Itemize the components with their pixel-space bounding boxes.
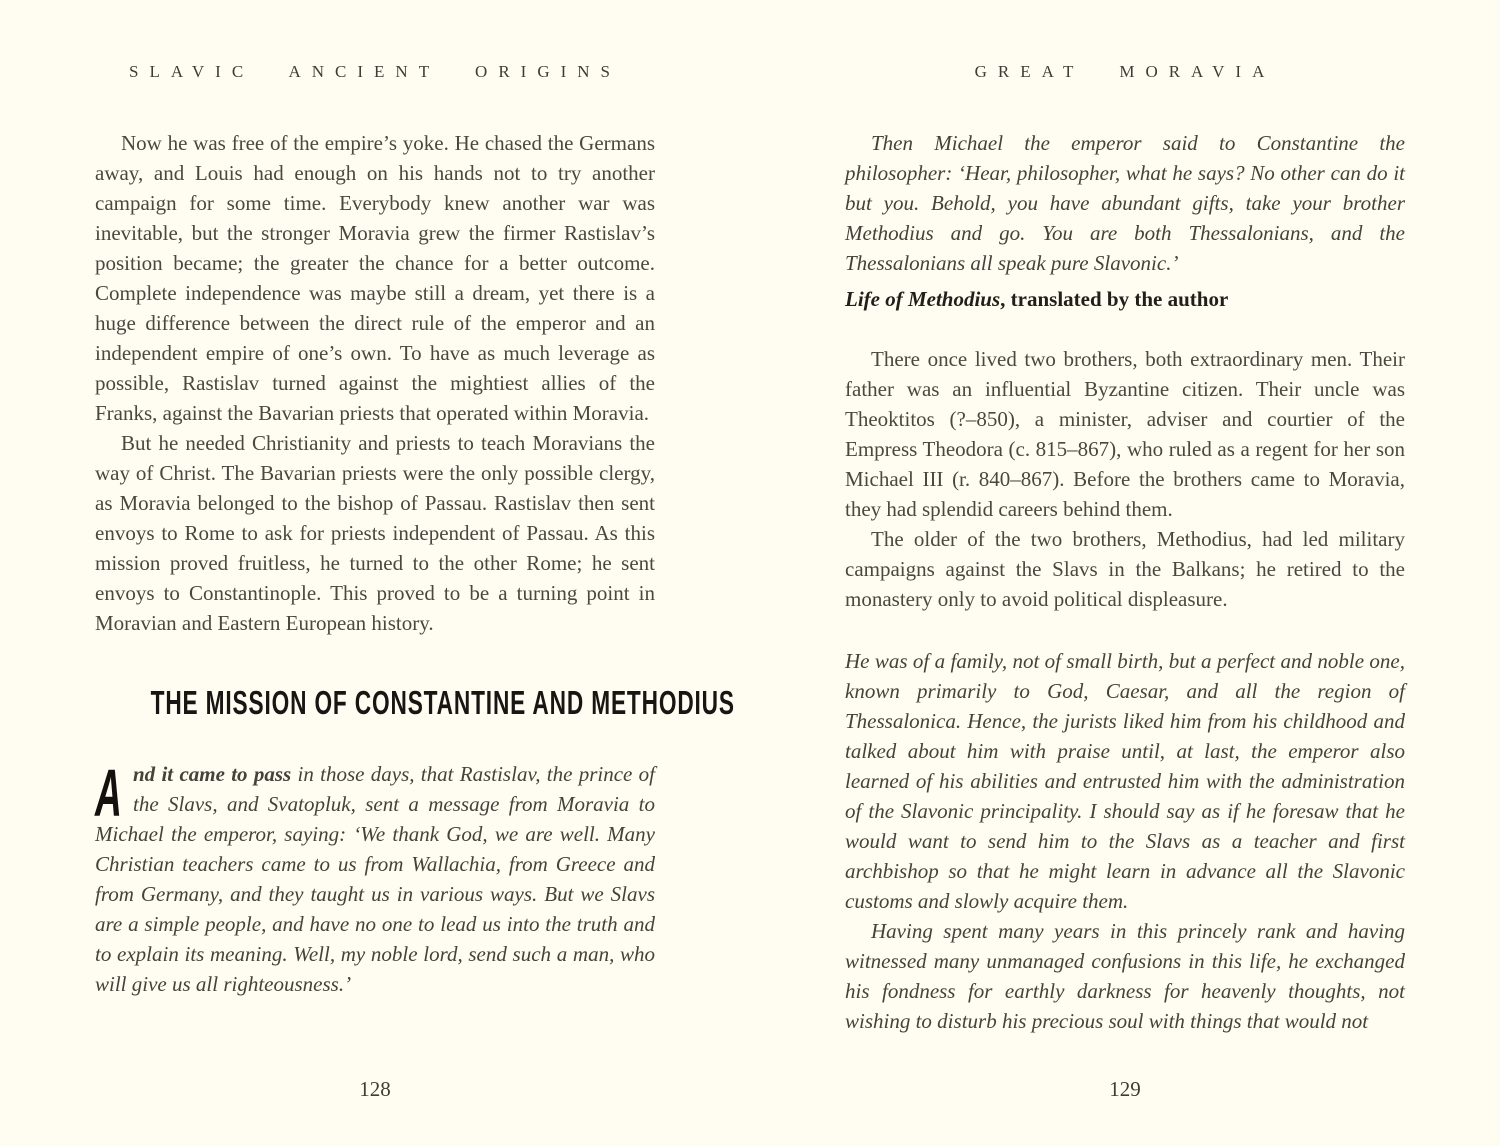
dropcap-letter: A — [95, 755, 122, 831]
closing-quote-paragraph-1: He was of a family, not of small birth, but a perfect and noble one, known primarily to God, Caesar, and all the region of Thessalonica. Hence, the jurists liked him from his childhood and talked about him with praise until, at last, the emperor also learned of his abilities and entrusted him with the administration of the Slavonic principality. I should say as if he foresaw that he would want to send him to the Slavs as a teacher and first archbishop so that he might learn in advance all the Slavonic customs and slowly acquire them. — [845, 649, 1405, 913]
attribution-work-title: Life of Methodius — [845, 287, 1001, 311]
left-quote-block — [95, 755, 655, 999]
left-page-number: 128 — [359, 1077, 391, 1101]
section-heading-text: THE MISSION OF CONSTANTINE AND METHODIUS — [150, 684, 735, 722]
section-heading — [95, 684, 735, 722]
quote-bold-lead: nd it came to pass — [133, 762, 292, 786]
opening-quote: Then Michael the emperor said to Constantine the philosopher: ‘Hear, philosopher, what he says? No other can do it but you. Behold, you have abundant gifts, take your brother Methodius and go. You are both Thessalonians, and the Thessalonians all speak pure Slavonic.’ — [845, 131, 1405, 275]
left-paragraph-1: Now he was free of the empire’s yoke. He chased the Germans away, and Louis had enough on his hands not to try another campaign for some time. Everybody knew another war was inevitable, but the stronger Moravia grew the firmer Rastislav’s position became; the greater the chance for a better outcome. Complete independence was maybe still a dream, yet there is a huge difference between the direct rule of the emperor and an independent empire of one’s own. To have as much leverage as possible, Rastislav turned against the mightiest allies of the Franks, against the Bavarian priests that operated within Moravia. — [95, 131, 655, 425]
right-paragraph-2: The older of the two brothers, Methodius, had led military campaigns against the Slavs in the Balkans; he retired to the monastery only to avoid political displeasure. — [845, 527, 1405, 611]
closing-quote-paragraph-2: Having spent many years in this princely rank and having witnessed many unmanaged confusions in this life, he exchanged his fondness for earthly darkness for heavenly thoughts, not wishing to disturb his precious soul with things that would not — [845, 919, 1405, 1033]
right-page-number: 129 — [1109, 1077, 1141, 1101]
right-page — [750, 0, 1500, 1146]
attribution-rest: , translated by the author — [1000, 287, 1229, 311]
quote-body-text: in those days, that Rastislav, the prince of the Slavs, and Svatopluk, sent a message from Moravia to Michael the emperor, saying: ‘We thank God, we are well. Many Christian teachers came to us from Wallachia, from Greece and from Germany, and they taught us in various ways. But we Slavs are a simple people, and have no one to lead us into the truth and to explain its meaning. Well, my noble lord, send such a man, who will give us all righteousness.’ — [95, 762, 655, 996]
right-running-head: GREAT MORAVIA — [974, 62, 1276, 81]
quote-attribution — [845, 284, 1405, 314]
left-paragraph-2: But he needed Christianity and priests to teach Moravians the way of Christ. The Bavarian priests were the only possible clergy, as Moravia belonged to the bishop of Passau. Rastislav then sent envoys to Rome to ask for priests independent of Passau. As this mission proved fruitless, he turned to the other Rome; he sent envoys to Constantinople. This proved to be a turning point in Moravian and Eastern European history. — [95, 431, 655, 635]
right-paragraph-1: There once lived two brothers, both extraordinary men. Their father was an influential Byzantine citizen. Their uncle was Theoktitos (?–850), a minister, adviser and courtier of the Empress Theodora (c. 815–867), who ruled as a regent for her son Michael III (r. 840–867). Before the brothers came to Moravia, they had splendid careers behind them. — [845, 347, 1405, 521]
left-running-head: SLAVIC ANCIENT ORIGINS — [128, 62, 621, 81]
